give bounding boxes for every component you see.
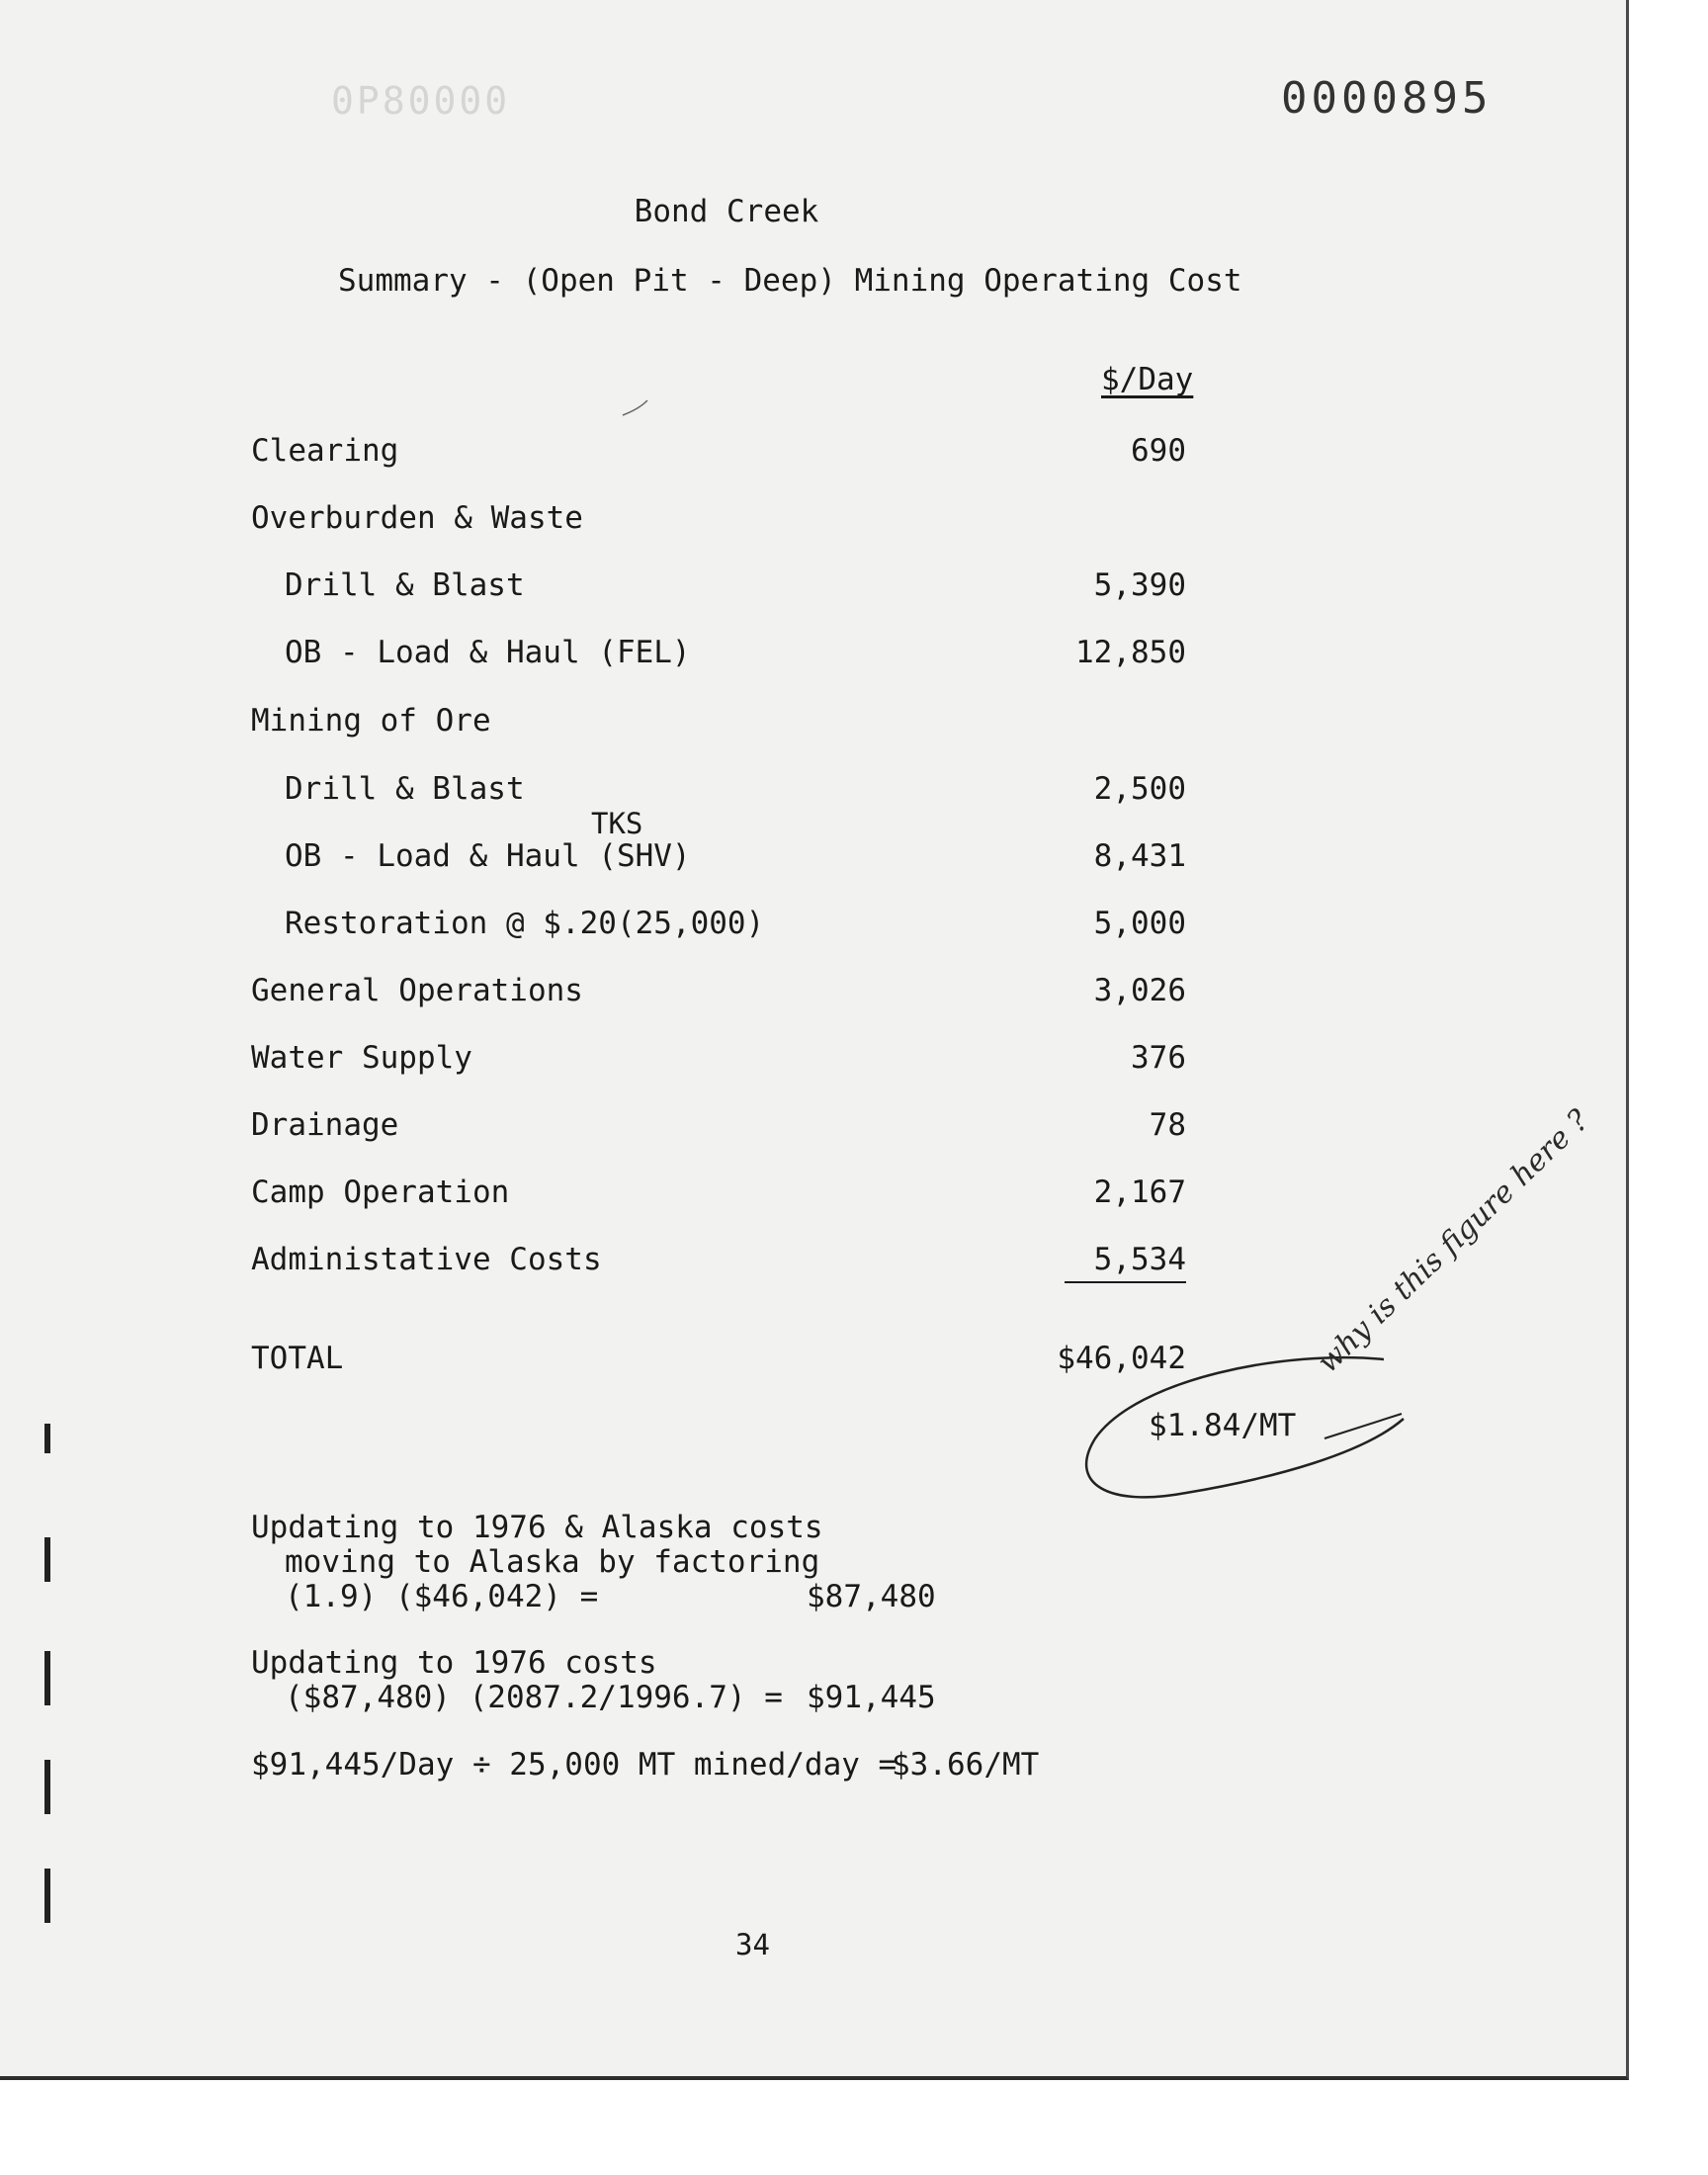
circle-mark-tail [1324, 1414, 1402, 1438]
handwritten-note: why is this figure here ? [1311, 1102, 1596, 1380]
note-1976-line1: Updating to 1976 costs [251, 1645, 657, 1681]
note-alaska-line1: Updating to 1976 & Alaska costs [251, 1510, 823, 1545]
cost-label: Drill & Blast [285, 771, 525, 807]
note-alaska-value: $87,480 [807, 1579, 936, 1614]
column-header-per-day: $/Day [1101, 362, 1194, 397]
note-alaska-line2: moving to Alaska by factoring [285, 1544, 820, 1580]
total-value: $46,042 [1057, 1341, 1186, 1376]
faint-stamp: 0P80000 [331, 79, 511, 123]
cost-label: General Operations [251, 973, 583, 1008]
cost-label: OB - Load & Haul (SHV) [285, 838, 691, 874]
page-subtitle: Summary - (Open Pit - Deep) Mining Operating Cost [338, 263, 1242, 299]
note-1976-value: $91,445 [807, 1680, 936, 1715]
cost-value: 2,167 [1093, 1174, 1186, 1210]
cost-label: Drainage [251, 1107, 399, 1143]
per-day-calculation: $91,445/Day ÷ 25,000 MT mined/day = [251, 1747, 897, 1783]
cost-section-label: Overburden & Waste [251, 500, 583, 536]
cost-value: 5,390 [1093, 567, 1186, 603]
circle-mark [1086, 1357, 1404, 1497]
handwritten-note-group [1311, 1102, 1596, 1380]
check-mark [623, 400, 647, 415]
cost-label: OB - Load & Haul (FEL) [285, 635, 691, 670]
cost-section-label: Mining of Ore [251, 703, 491, 739]
cost-label: Drill & Blast [285, 567, 525, 603]
cost-value: 690 [1131, 433, 1186, 469]
cost-value: 12,850 [1075, 635, 1186, 670]
per-day-result: $3.66/MT [892, 1747, 1040, 1783]
page-number: 34 [735, 1928, 770, 1961]
cost-value: 376 [1131, 1040, 1186, 1076]
note-alaska-line3: (1.9) ($46,042) = [285, 1579, 599, 1614]
cost-label: Administative Costs [251, 1242, 602, 1277]
tks-annotation: TKS [591, 807, 643, 840]
note-1976-line2: ($87,480) (2087.2/1996.7) = [285, 1680, 783, 1715]
cost-value: 3,026 [1093, 973, 1186, 1008]
cost-value: 8,431 [1093, 838, 1186, 874]
document-number: 0000895 [1281, 73, 1493, 124]
page-title: Bond Creek [634, 194, 819, 229]
per-mt-value: $1.84/MT [1149, 1408, 1297, 1443]
cost-label: Clearing [251, 433, 399, 469]
cost-value: 2,500 [1093, 771, 1186, 807]
total-label: TOTAL [251, 1341, 344, 1376]
cost-value: 78 [1149, 1107, 1186, 1143]
cost-label: Camp Operation [251, 1174, 510, 1210]
cost-value: 5,534 [1065, 1242, 1186, 1283]
cost-value: 5,000 [1093, 906, 1186, 941]
cost-label: Restoration @ $.20(25,000) [285, 906, 765, 941]
cost-label: Water Supply [251, 1040, 472, 1076]
